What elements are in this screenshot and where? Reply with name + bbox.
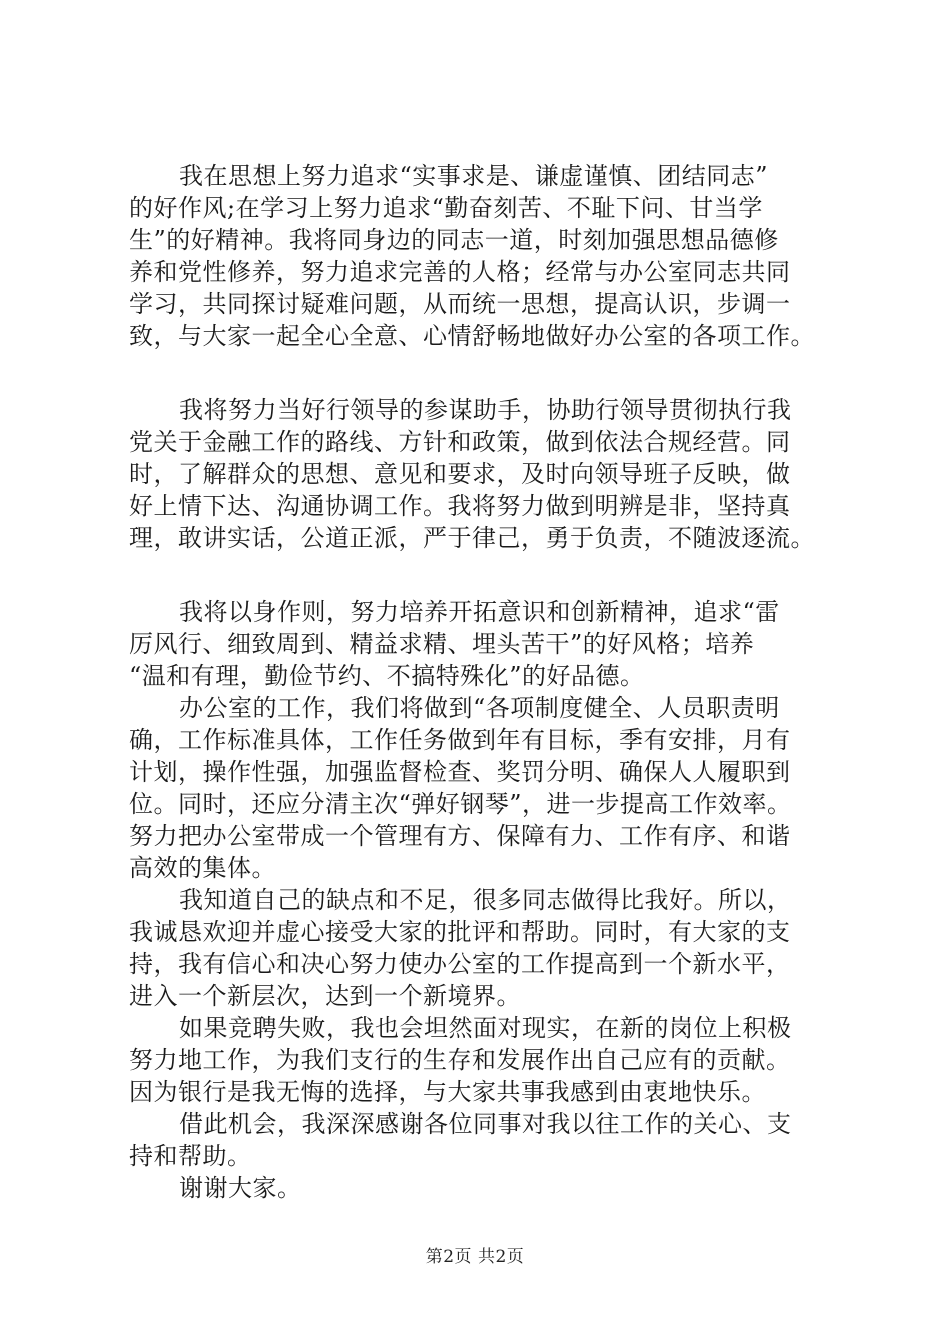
paragraph-3 [129,596,849,692]
paragraph-line: 办公室的工作，我们将做到“各项制度健全、人员职责明 [179,694,780,722]
paragraph-line: 如果竞聘失败，我也会坦然面对现实，在新的岗位上积极 [179,1014,792,1042]
paragraph-8 [129,1172,849,1204]
paragraph-line: 的好作风;在学习上努力追求“勤奋刻苦、不耻下问、甘当学 [129,194,763,222]
paragraph-line: 努力把办公室带成一个管理有方、保障有力、工作有序、和谐 [129,822,791,850]
paragraph-5 [129,884,849,1012]
paragraph-4 [129,692,849,884]
paragraph-line: 位。同时，还应分清主次“弹好钢琴”，进一步提高工作效率。 [129,790,792,818]
paragraph-7 [129,1108,849,1172]
paragraph-line: 我将以身作则，努力培养开拓意识和创新精神，追求“雷 [179,598,780,626]
paragraph-line: 谢谢大家。 [179,1174,302,1202]
paragraph-line: 努力地工作，为我们支行的生存和发展作出自己应有的贡献。 [129,1046,791,1074]
paragraph-line: 持，我有信心和决心努力使办公室的工作提高到一个新水平， [129,950,791,978]
paragraph-line: 养和党性修养，努力追求完善的人格；经常与办公室同志共同 [129,258,791,286]
paragraph-line: 时，了解群众的思想、意见和要求，及时向领导班子反映，做 [129,460,791,488]
paragraph-line: 因为银行是我无悔的选择，与大家共事我感到由衷地快乐。 [129,1078,766,1106]
paragraph-line: 进入一个新层次，达到一个新境界。 [129,982,521,1010]
paragraph-line: 致，与大家一起全心全意、心情舒畅地做好办公室的各项工作。 [129,322,815,350]
paragraph-line: 党关于金融工作的路线、方针和政策，做到依法合规经营。同 [129,428,791,456]
paragraph-line: 计划，操作性强，加强监督检查、奖罚分明、确保人人履职到 [129,758,791,786]
paragraph-line: 持和帮助。 [129,1142,252,1170]
paragraph-line: “温和有理，勤俭节约、不搞特殊化”的好品德。 [129,662,645,690]
paragraph-line: 我在思想上努力追求“实事求是、谦虚谨慎、团结同志” [179,162,769,190]
document-body [129,160,849,1204]
paragraph-line: 生”的好精神。我将同身边的同志一道，时刻加强思想品德修 [129,226,779,254]
paragraph-line: 理，敢讲实话，公道正派，严于律己，勇于负责，不随波逐流。 [129,524,815,552]
page-number-footer: 第2页 共2页 [425,1247,525,1267]
paragraph-2 [129,394,849,554]
paragraph-line: 我知道自己的缺点和不足，很多同志做得比我好。所以， [179,886,792,914]
paragraph-line: 借此机会，我深深感谢各位同事对我以往工作的关心、支 [179,1110,792,1138]
paragraph-line: 学习，共同探讨疑难问题，从而统一思想，提高认识，步调一 [129,290,791,318]
paragraph-line: 确，工作标准具体，工作任务做到年有目标，季有安排，月有 [129,726,791,754]
paragraph-1 [129,160,849,352]
paragraph-line: 高效的集体。 [129,854,276,882]
paragraph-6 [129,1012,849,1108]
paragraph-line: 我将努力当好行领导的参谋助手，协助行领导贯彻执行我 [179,396,792,424]
paragraph-line: 好上情下达、沟通协调工作。我将努力做到明辨是非，坚持真 [129,492,791,520]
paragraph-line: 我诚恳欢迎并虚心接受大家的批评和帮助。同时，有大家的支 [129,918,791,946]
paragraph-line: 厉风行、细致周到、精益求精、埋头苦干”的好风格；培养 [129,630,755,658]
